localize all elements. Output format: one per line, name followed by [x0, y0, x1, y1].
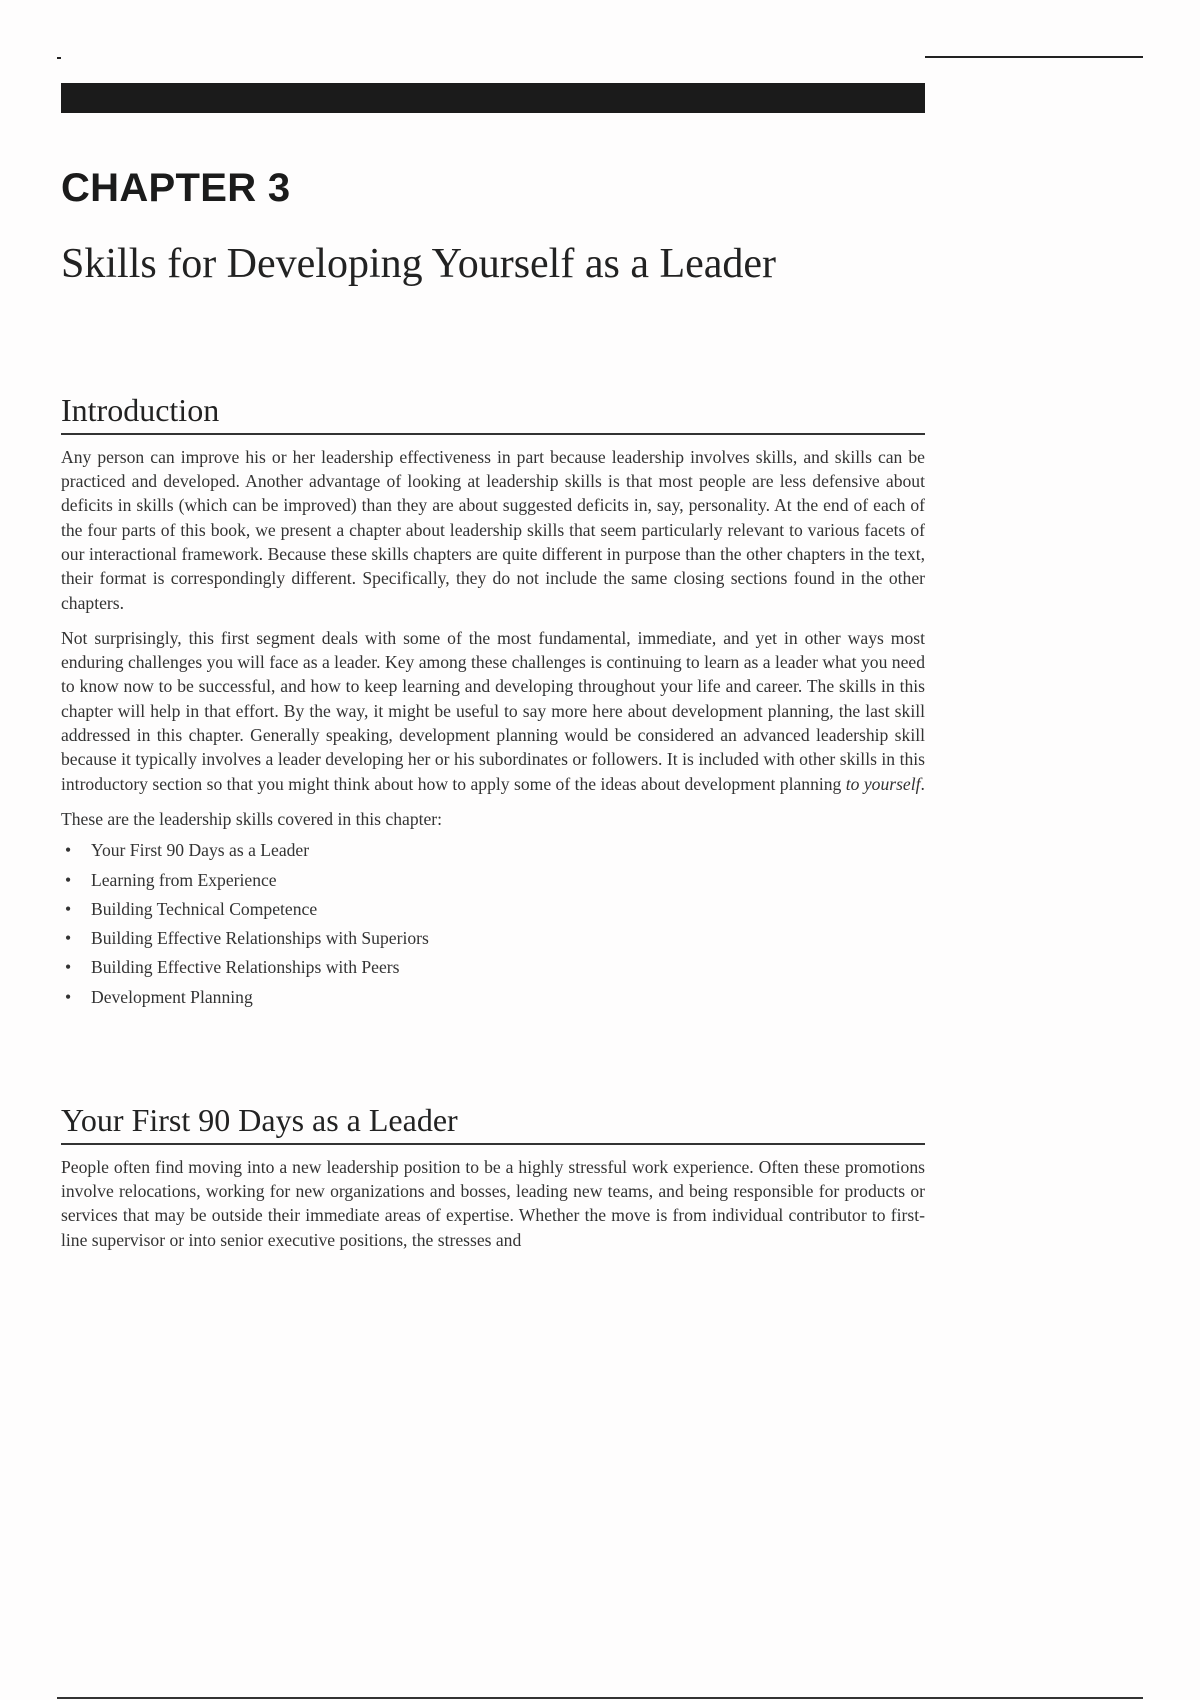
first-90-days-paragraph: People often find moving into a new leadership position to be a highly stressful work experience. Often these promotions involve relocations, working for new organizations and bosses, leading new teams, and being responsible for products or services that may be outside their immediate areas of expertise. Whether the move is from individual contributor to first-line supervisor or into senior executive positions, the stresses and: [61, 1156, 925, 1250]
bullet-icon: •: [65, 986, 72, 1007]
skills-list-item: [61, 983, 925, 1012]
bullet-icon: •: [65, 957, 72, 978]
paragraph-end: .: [920, 773, 925, 794]
introduction-section: [61, 392, 925, 1012]
first-90-days-body: [61, 1155, 925, 1252]
section-heading-introduction: Introduction: [61, 392, 925, 435]
introduction-paragraph: [61, 626, 925, 796]
first-90-days-section: [61, 1102, 925, 1252]
skill-label: Learning from Experience: [91, 869, 277, 890]
skills-list-item: [61, 953, 925, 982]
chapter-title: Skills for Developing Yourself as a Leader: [61, 241, 777, 287]
footer-rule: [57, 1697, 1143, 1699]
skill-label: Development Planning: [91, 986, 253, 1007]
skill-label: Building Effective Relationships with Peers: [91, 957, 400, 978]
skill-label: Building Effective Relationships with Superiors: [91, 928, 429, 949]
section-heading-first-90-days: Your First 90 Days as a Leader: [61, 1102, 925, 1145]
skill-label: Your First 90 Days as a Leader: [91, 840, 310, 861]
crop-mark: [57, 57, 61, 59]
chapter-label: CHAPTER 3: [61, 166, 291, 210]
skills-list: [61, 836, 925, 1012]
emphasis-text: to yourself: [845, 773, 921, 794]
skills-list-item: [61, 895, 925, 924]
header-rule: [925, 56, 1143, 58]
skills-list-item: [61, 866, 925, 895]
bullet-icon: •: [65, 928, 72, 949]
bullet-icon: •: [65, 840, 72, 861]
skills-list-intro: These are the leadership skills covered in this chapter:: [61, 808, 443, 829]
introduction-body: [61, 445, 925, 1012]
chapter-banner-bar: [61, 83, 925, 113]
paragraph-text: Not surprisingly, this first segment deals with some of the most fundamental, immediate, and yet in other ways most enduring challenges you will face as a leader. Key among these challenges is continuing to learn as a leader what you need to know now to be successful, and how to keep learning and developing throughout your life and career. The skills in this chapter will help in that effort. By the way, it might be useful to say more here about development planning, the last skill addressed in this chapter. Generally speaking, development planning would be considered an advanced leadership skill because it typically involves a leader developing her or his subordinates or followers. It is included with other skills in this introductory section so that you might think about how to apply some of the ideas about development planning: [61, 627, 925, 794]
bullet-icon: •: [65, 869, 72, 890]
skill-label: Building Technical Competence: [91, 898, 318, 919]
skills-list-item: [61, 836, 925, 865]
skills-list-item: [61, 924, 925, 953]
introduction-paragraph: Any person can improve his or her leadership effectiveness in part because leadership involves skills, and skills can be practiced and developed. Another advantage of looking at leadership skills is that most people are less defensive about deficits in skills (which can be improved) than they are about suggested deficits in, say, personality. At the end of each of the four parts of this book, we present a chapter about leadership skills that seem particularly relevant to various facets of our interactional framework. Because these skills chapters are quite different in purpose than the other chapters in the text, their format is correspondingly different. Specifically, they do not include the same closing sections found in the other chapters.: [61, 446, 925, 613]
bullet-icon: •: [65, 898, 72, 919]
